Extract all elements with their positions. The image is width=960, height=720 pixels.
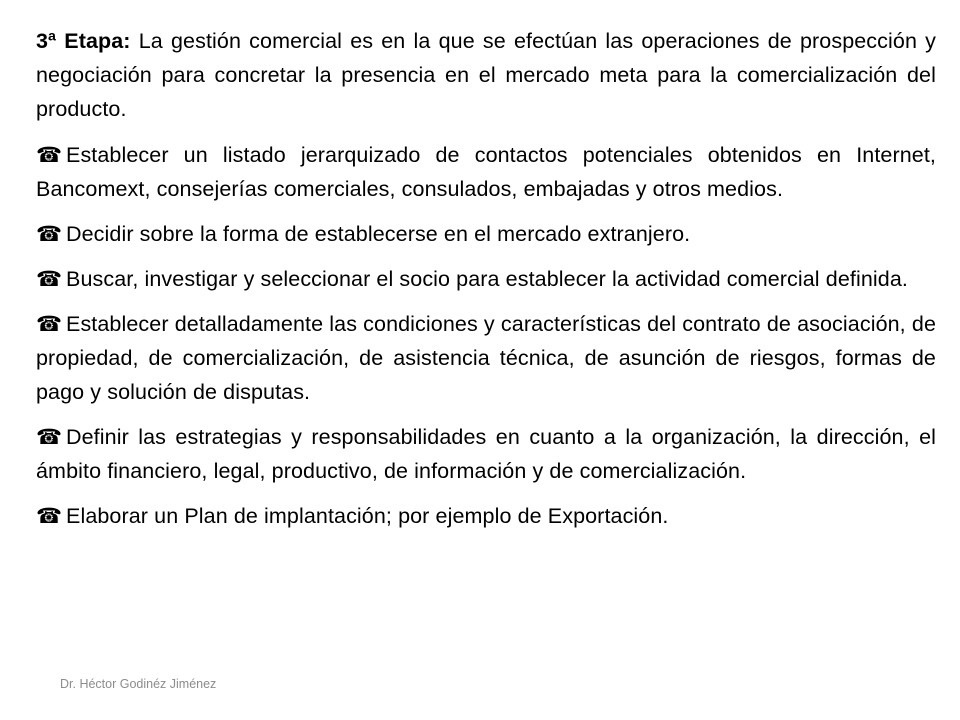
bullet-text: Buscar, investigar y seleccionar el socio para establecer la actividad comercial definida. — [66, 267, 908, 291]
bullet-text: Decidir sobre la forma de establecerse en el mercado extranjero. — [66, 222, 691, 246]
intro-text: La gestión comercial es en la que se efectúan las operaciones de prospección y negociación para concretar la presencia en el mercado meta para la comercialización del producto. — [36, 29, 936, 121]
telephone-icon: ☎ — [36, 267, 63, 291]
bullet-text: Establecer un listado jerarquizado de contactos potenciales obtenidos en Internet, Bancomext, consejerías comerciales, consulados, embajadas y otros medios. — [36, 143, 936, 201]
bullet-text: Definir las estrategias y responsabilidades en cuanto a la organización, la dirección, el ámbito financiero, legal, productivo, de información y de comercialización. — [36, 425, 936, 483]
telephone-icon: ☎ — [36, 504, 63, 528]
author-footer: Dr. Héctor Godinéz Jiménez — [60, 677, 217, 691]
bullet-item-partner — [36, 262, 936, 296]
intro-paragraph — [36, 24, 936, 126]
bullet-text: Elaborar un Plan de implantación; por ejemplo de Exportación. — [66, 504, 669, 528]
telephone-icon: ☎ — [36, 222, 63, 246]
bullet-item-strategies — [36, 420, 936, 488]
telephone-icon: ☎ — [36, 425, 63, 449]
bullet-item-plan — [36, 499, 936, 533]
telephone-icon: ☎ — [36, 143, 63, 167]
telephone-icon: ☎ — [36, 312, 63, 336]
bullet-item-contacts — [36, 138, 936, 206]
bullet-item-market-entry — [36, 217, 936, 251]
stage-heading: 3ª Etapa: — [36, 29, 131, 53]
slide-body — [36, 24, 936, 544]
bullet-item-contract — [36, 307, 936, 409]
bullet-text: Establecer detalladamente las condiciones y características del contrato de asociación, de propiedad, de comercialización, de asistencia técnica, de asunción de riesgos, formas de pago y solución de disputas. — [36, 312, 936, 404]
